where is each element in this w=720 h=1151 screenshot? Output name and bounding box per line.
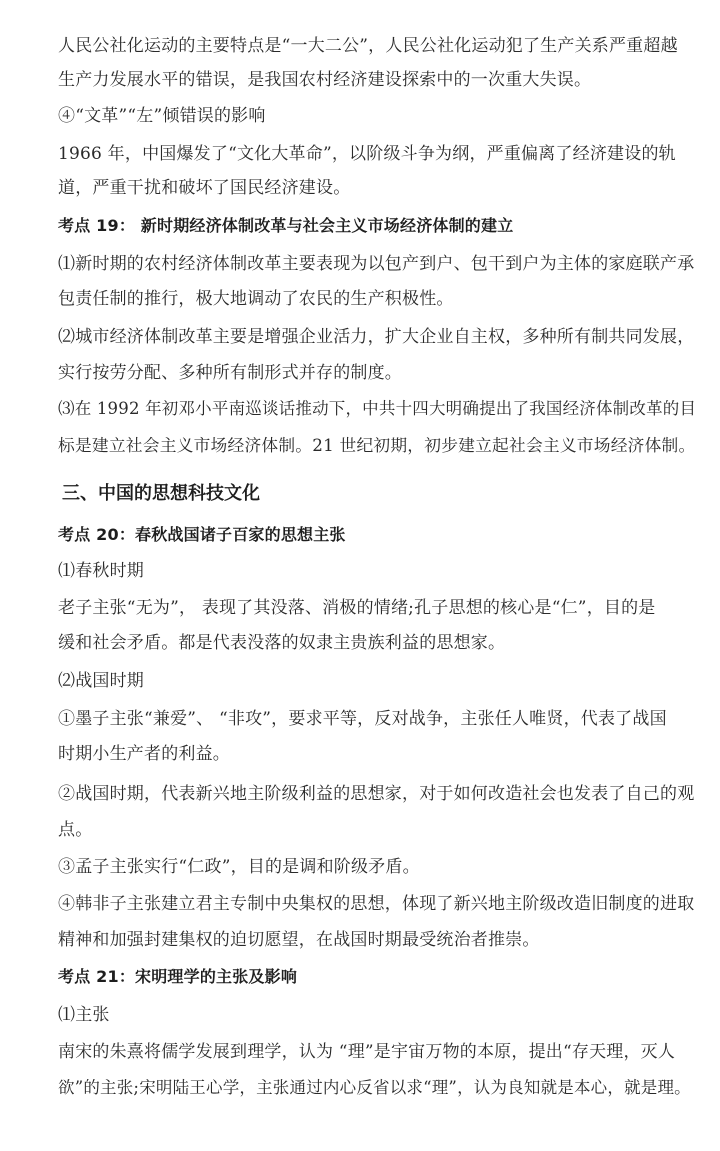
paragraph-line: ①墨子主张“兼爱”、 “非攻”，要求平等，反对战争，主张任人唯贤，代表了战国 (58, 709, 667, 729)
chapter-heading: 三、中国的思想科技文化 (62, 483, 260, 504)
paragraph-line: 实行按劳分配、多种所有制形式并存的制度。 (58, 363, 402, 383)
paragraph-line: ⑵城市经济体制改革主要是增强企业活力，扩大企业自主权，多种所有制共同发展， (58, 327, 695, 347)
paragraph-line: 点。 (58, 820, 93, 840)
paragraph-line: 1966 年，中国爆发了“文化大革命”，以阶级斗争为纲，严重偏离了经济建设的轨 (58, 144, 676, 164)
section-heading-kaodian-20: 考点 20：春秋战国诸子百家的思想主张 (58, 525, 346, 544)
paragraph-line: ②战国时期，代表新兴地主阶级利益的思想家，对于如何改造社会也发表了自己的观 (58, 784, 695, 804)
paragraph-line: 老子主张“无为”， 表现了其没落、消极的情绪;孔子思想的核心是“仁”，目的是 (58, 598, 656, 618)
paragraph-line: ④韩非子主张建立君主专制中央集权的思想，体现了新兴地主阶级改造旧制度的进取 (58, 894, 695, 914)
paragraph-line: 欲”的主张;宋明陆王心学，主张通过内心反省以求“理”，认为良知就是本心，就是理。 (58, 1078, 691, 1097)
paragraph-line: 人民公社化运动的主要特点是“一大二公”，人民公社化运动犯了生产关系严重超越 (58, 36, 678, 56)
paragraph-line: ⑴新时期的农村经济体制改革主要表现为以包产到户、包干到户为主体的家庭联产承 (58, 254, 695, 274)
paragraph-line: 缓和社会矛盾。都是代表没落的奴隶主贵族利益的思想家。 (58, 633, 506, 653)
paragraph-line: 道，严重干扰和破坏了国民经济建设。 (58, 178, 351, 198)
paragraph-line: 标是建立社会主义市场经济体制。21 世纪初期，初步建立起社会主义市场经济体制。 (58, 435, 696, 455)
paragraph-line: ⑴春秋时期 (58, 561, 144, 581)
paragraph-line: 南宋的朱熹将儒学发展到理学，认为 “理”是宇宙万物的本原，提出“存天理，灭人 (58, 1042, 676, 1062)
paragraph-line: 生产力发展水平的错误，是我国农村经济建设探索中的一次重大失误。 (58, 70, 592, 90)
paragraph-line: ③孟子主张实行“仁政”，目的是调和阶级矛盾。 (58, 857, 420, 877)
paragraph-line: ④“文革”“左”倾错误的影响 (58, 106, 266, 126)
paragraph-line: 精神和加强封建集权的迫切愿望，在战国时期最受统治者推崇。 (58, 930, 540, 950)
paragraph-line: ⑶在 1992 年初邓小平南巡谈话推动下，中共十四大明确提出了我国经济体制改革的目 (58, 399, 697, 418)
paragraph-line: 包责任制的推行，极大地调动了农民的生产积极性。 (58, 289, 454, 309)
section-heading-kaodian-21: 考点 21：宋明理学的主张及影响 (58, 967, 298, 986)
paragraph-line: 时期小生产者的利益。 (58, 744, 230, 764)
paragraph-line: ⑴主张 (58, 1005, 110, 1025)
paragraph-line: ⑵战国时期 (58, 671, 144, 691)
section-heading-kaodian-19: 考点 19： 新时期经济体制改革与社会主义市场经济体制的建立 (58, 216, 514, 235)
